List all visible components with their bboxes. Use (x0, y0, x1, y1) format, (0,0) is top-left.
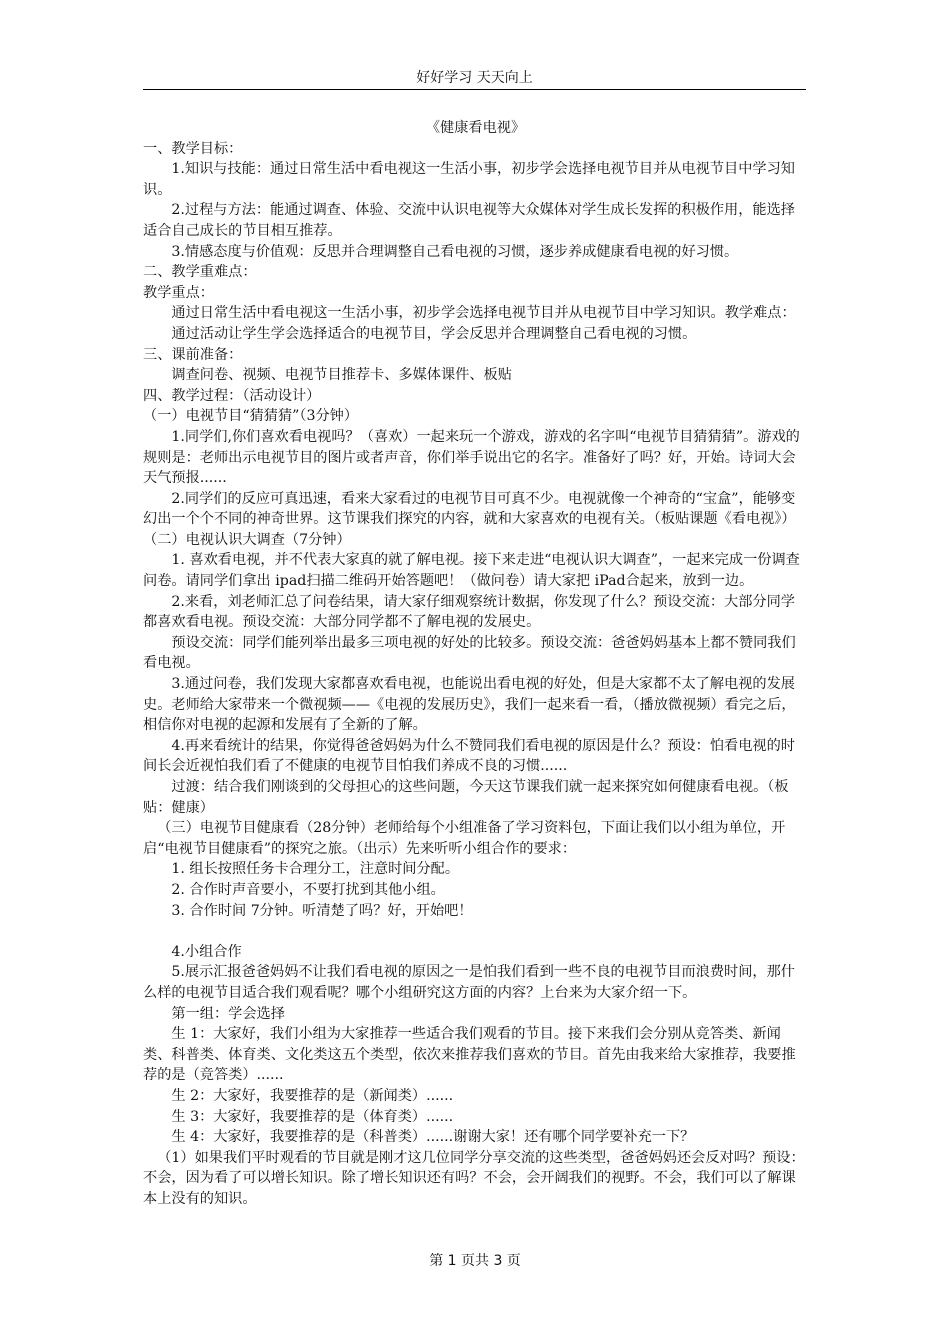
paragraph: 过渡：结合我们刚谈到的父母担心的这些问题，今天这节课我们就一起来探究如何健康看电视。（板贴：健康） (143, 779, 789, 816)
section-heading: 二、教学重难点： (143, 264, 257, 281)
paragraph: 生 2：大家好，我要推荐的是（新闻类）...... (171, 1087, 454, 1104)
paragraph: 3.情感态度与价值观：反思并合理调整自己看电视的习惯，逐步养成健康看电视的好习惯。 (171, 243, 739, 260)
header-divider (143, 89, 806, 90)
doc-title: 《健康看电视》 (425, 120, 526, 136)
paragraph: 5.展示汇报爸爸妈妈不让我们看电视的原因之一是怕我们看到一些不良的电视节目而浪费时间，那什么样的电视节目适合我们观看呢？哪个小组研究这方面的内容？上台来为大家介绍一下。 (143, 964, 795, 1001)
paragraph: 3.通过问卷，我们发现大家都喜欢看电视，也能说出看电视的好处，但是大家都不太了解电视的发展史。老师给大家带来一个微视频——《电视的发展历史》，我们一起来看一看，（播放微视频）看完之后，相信你对电视的起源和发展有了全新的了解。 (143, 676, 796, 734)
paragraph: 2.同学们的反应可真迅速，看来大家看过的电视节目可真不少。电视就像一个神奇的“宝盒”，能够变幻出一个个不同的神奇世界。这节课我们探究的内容，就和大家喜欢的电视有关。（板贴课题《看电视》） (143, 490, 796, 528)
list-item: 2. 合作时声音要小，不要打扰到其他小组。 (171, 881, 445, 898)
paragraph: 教学重点： (143, 284, 214, 301)
paragraph: 4.小组合作 (171, 943, 242, 960)
paragraph: 1.知识与技能：通过日常生活中看电视这一生活小事，初步学会选择电视节目并从电视节目中学习知识。 (143, 161, 795, 198)
page-footer: 第 1 页共 3 页 (429, 1253, 521, 1269)
paragraph: 预设交流：同学们能列举出最多三项电视的好处的比较多。预设交流：爸爸妈妈基本上都不赞同我们看电视。 (143, 634, 796, 672)
paragraph: 生 3：大家好，我要推荐的是（体育类）...... (171, 1108, 454, 1125)
list-item: 1. 组长按照任务卡合理分工，注意时间分配。 (171, 861, 460, 878)
paragraph: 2.来看，刘老师汇总了问卷结果，请大家仔细观察统计数据，你发现了什么？预设交流：大部分同学都喜欢看电视。预设交流：大部分同学都不了解电视的发展史。 (143, 593, 795, 631)
section-heading: 四、教学过程：（活动设计） (143, 387, 321, 404)
document-body (143, 118, 808, 1209)
paragraph: 通过活动让学生学会选择适合的电视节目，学会反思并合理调整自己看电视的习惯。 (171, 325, 697, 342)
list-item: 3. 合作时间 7分钟。听清楚了吗？好，开始吧！ (171, 902, 473, 919)
paragraph: 1.同学们,你们喜欢看电视吗？（喜欢）一起来玩一个游戏，游戏的名字叫“电视节目猜猜猜”。游戏的规则是：老师出示电视节目的图片或者声音，你们举手说出它的名字。准备好了吗？好，开始。诗词大会天气预报...... (143, 428, 800, 487)
paragraph: 2.过程与方法：能通过调查、体验、交流中认识电视等大众媒体对学生成长发挥的积极作用，能选择适合自己成长的节目相互推荐。 (143, 202, 795, 239)
paragraph: 生 4：大家好，我要推荐的是（科普类）......谢谢大家！还有哪个同学要补充一下？ (171, 1129, 695, 1146)
paragraph: 1. 喜欢看电视，并不代表大家真的就了解电视。接下来走进“电视认识大调查”，一起来完成一份调查问卷。请同学们拿出 ipad扫描二维码开始答题吧！（做问卷）请大家把 iPad合起来，放到一边。 (143, 552, 800, 590)
subsection-heading: （二）电视认识大调查（7分钟） (143, 531, 351, 548)
subsection-heading: （三）电视节目健康看（28分钟）老师给每个小组准备了学习资料包，下面让我们以小组为单位，开启“电视节目健康看”的探究之旅。（出示）先来听听小组合作的要求： (143, 820, 786, 857)
paragraph: 生 1：大家好，我们小组为大家推荐一些适合我们观看的节目。接下来我们会分别从竞答类、新闻类、科普类、体育类、文化类这五个类型，依次来推荐我们喜欢的节目。首先由我来给大家推荐，我要推荐的是（竞答类）...... (143, 1026, 796, 1084)
paragraph: 调查问卷、视频、电视节目推荐卡、多媒体课件、板贴 (171, 367, 512, 384)
paragraph: （1）如果我们平时观看的节目就是刚才这几位同学分享交流的这些类型，爸爸妈妈还会反对吗？预设：不会，因为看了可以增长知识。除了增长知识还有吗？不会，会开阔我们的视野。不会，我们可以了解课本上没有的知识。 (143, 1149, 805, 1207)
paragraph: 4.再来看统计的结果，你觉得爸爸妈妈为什么不赞同我们看电视的原因是什么？预设：怕看电视的时间长会近视怕我们看了不健康的电视节目怕我们养成不良的习惯...... (143, 737, 795, 775)
paragraph: 通过日常生活中看电视这一生活小事，初步学会选择电视节目并从电视节目中学习知识。教学难点： (171, 305, 796, 322)
paragraph: 第一组：学会选择 (171, 1005, 285, 1022)
subsection-heading: （一）电视节目“猜猜猜”（3分钟） (143, 408, 359, 425)
section-heading: 三、课前准备： (143, 346, 243, 363)
page-header: 好好学习 天天向上 (416, 70, 533, 86)
section-heading: 一、教学目标： (143, 140, 243, 157)
blank-line (143, 921, 808, 942)
